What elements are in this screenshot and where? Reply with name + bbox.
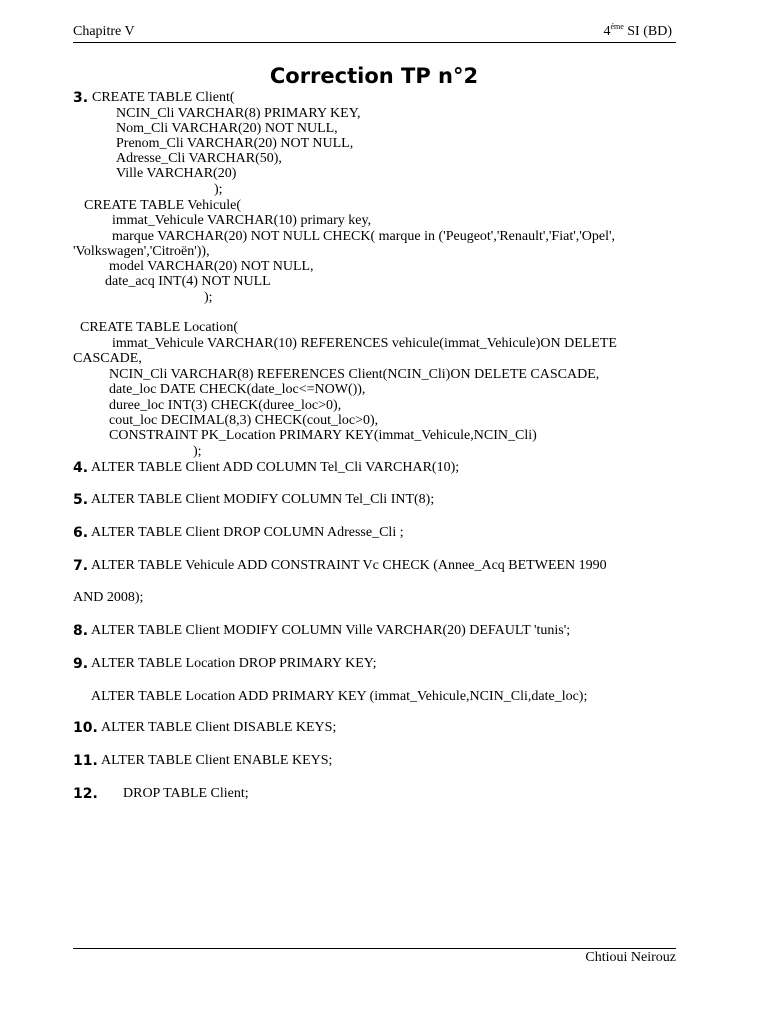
sql-line: Ville VARCHAR(20) [116, 166, 237, 181]
sql-line: CREATE TABLE Location( [80, 320, 239, 335]
sql-line: NCIN_Cli VARCHAR(8) REFERENCES Client(NCIN_Cli)ON DELETE CASCADE, [109, 367, 600, 382]
item-number-8: 8. [73, 623, 89, 639]
sql-line: date_acq INT(4) NOT NULL [105, 274, 271, 289]
sql-line: ALTER TABLE Client ADD COLUMN Tel_Cli VARCHAR(10); [91, 460, 460, 475]
sql-line: 'Volkswagen','Citroën')), [73, 244, 210, 259]
sql-line: ALTER TABLE Client DISABLE KEYS; [101, 720, 337, 735]
sql-line: cout_loc DECIMAL(8,3) CHECK(cout_loc>0), [109, 413, 379, 428]
item-number-10: 10. [73, 720, 98, 736]
sql-line: CREATE TABLE Vehicule( [84, 198, 242, 213]
sql-line: Prenom_Cli VARCHAR(20) NOT NULL, [116, 136, 354, 151]
item-number-5: 5. [73, 492, 89, 508]
sql-line: DROP TABLE Client; [123, 786, 249, 801]
sql-line: ); [204, 290, 213, 305]
sql-line: ALTER TABLE Client MODIFY COLUMN Tel_Cli INT(8); [91, 492, 435, 507]
header-class-number: 4 [603, 24, 611, 39]
footer-rule [73, 948, 676, 949]
item-number-7: 7. [73, 558, 89, 574]
item-number-4: 4. [73, 460, 89, 476]
item-number-9: 9. [73, 656, 89, 672]
header-chapter: Chapitre V [73, 24, 135, 39]
sql-line: CONSTRAINT PK_Location PRIMARY KEY(immat_Vehicule,NCIN_Cli) [109, 428, 537, 443]
item-number-6: 6. [73, 525, 89, 541]
sql-line: immat_Vehicule VARCHAR(10) REFERENCES vehicule(immat_Vehicule)ON DELETE [112, 336, 617, 351]
sql-line: duree_loc INT(3) CHECK(duree_loc>0), [109, 398, 342, 413]
footer-author: Chtioui Neirouz [585, 950, 676, 965]
item-number-11: 11. [73, 753, 98, 769]
sql-line: immat_Vehicule VARCHAR(10) primary key, [112, 213, 372, 228]
sql-line: ALTER TABLE Vehicule ADD CONSTRAINT Vc CHECK (Annee_Acq BETWEEN 1990 [91, 558, 607, 573]
sql-line: ALTER TABLE Client MODIFY COLUMN Ville VARCHAR(20) DEFAULT 'tunis'; [91, 623, 571, 638]
sql-line: marque VARCHAR(20) NOT NULL CHECK( marque in ('Peugeot','Renault','Fiat','Opel', [112, 229, 615, 244]
sql-line: CREATE TABLE Client( [92, 90, 235, 105]
page-title: Correction TP n°2 [269, 64, 479, 88]
sql-line: Adresse_Cli VARCHAR(50), [116, 151, 282, 166]
sql-line: ALTER TABLE Client DROP COLUMN Adresse_Cli ; [91, 525, 404, 540]
header-class-label: SI (BD) [623, 24, 672, 39]
header-class [603, 22, 672, 39]
item-number-12: 12. [73, 786, 98, 802]
header-class-superscript: éme [610, 22, 624, 31]
sql-line: ALTER TABLE Location DROP PRIMARY KEY; [91, 656, 377, 671]
sql-line: date_loc DATE CHECK(date_loc<=NOW()), [109, 382, 366, 397]
sql-line: ); [214, 182, 223, 197]
header-rule [73, 42, 676, 43]
sql-line: AND 2008); [73, 590, 144, 605]
sql-line: ALTER TABLE Location ADD PRIMARY KEY (immat_Vehicule,NCIN_Cli,date_loc); [91, 689, 588, 704]
sql-line: ); [193, 444, 202, 459]
sql-line: ALTER TABLE Client ENABLE KEYS; [101, 753, 333, 768]
item-number-3: 3. [73, 90, 89, 106]
sql-line: CASCADE, [73, 351, 142, 366]
sql-line: model VARCHAR(20) NOT NULL, [109, 259, 314, 274]
sql-line: NCIN_Cli VARCHAR(8) PRIMARY KEY, [116, 106, 361, 121]
sql-line: Nom_Cli VARCHAR(20) NOT NULL, [116, 121, 338, 136]
